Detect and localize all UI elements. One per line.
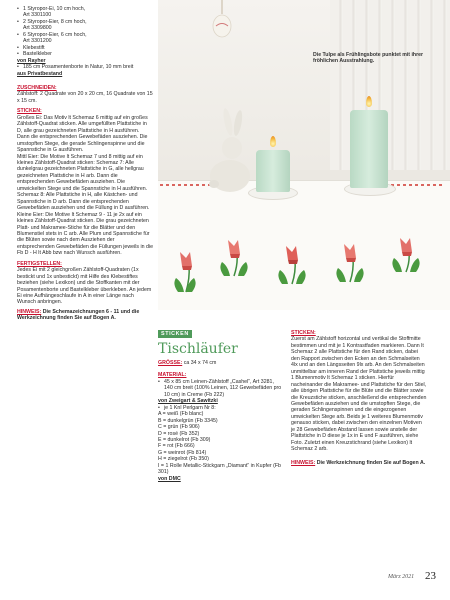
hinweis-text: Die Werkzeichnung finden Sie auf Bogen A. [316, 459, 426, 466]
left-column [17, 6, 153, 322]
hinweis-note [17, 309, 153, 322]
yarn-c: C = grün (Fb 906) [158, 424, 200, 431]
size-line [158, 360, 284, 366]
section-heading-zuschneiden: ZUSCHNEIDEN: [17, 84, 57, 91]
material-item: • Bastelkleber [17, 51, 153, 57]
yarn-a: A = weiß (Fb blanc) [158, 411, 204, 418]
yarn-f: F = rot (Fb 666) [158, 443, 195, 450]
material-item-art: Art 3301100 [23, 12, 52, 19]
instruction-mittl-eier: Mittl Eier: Die Motive lt Schemaz 7 und 8 mittig auf ein kleines Zählstoff-Quadrat sticken: Schemaz 7: Alle dunkelgrau gezeichneten Plattstiche in G, alle hellgrau gezeichneten Plattstiche in H arb. Dann die entsprechenden Gewebefäden ausziehen. Die umwickelten Stege und die Spannstiche in H ausführen. [17, 153, 148, 192]
yarn-b: B = dunkelgrün (Fb 3345) [158, 417, 218, 424]
project-title-block [158, 322, 238, 357]
yarn-i: I = 1 Rolle Metallic-Stickgarn „Diamant“ in Kupfer (Fb 301) [158, 462, 281, 476]
hinweis-note [291, 460, 427, 466]
flame-icon [366, 96, 372, 107]
hinweis-label: HINWEIS: [17, 308, 42, 315]
material-item-art: Art 3309800 [23, 25, 52, 32]
material-item: • Klebestift [17, 45, 153, 51]
bunny-figurine-icon [196, 108, 256, 194]
hanging-egg-ornament-icon [202, 0, 242, 38]
runner-instructions: Zuerst am Zählstoff horizontal und vertikal die Stoffmitte bestimmen und mit je 1 Kontrastfaden markieren. Dann lt Schemaz 2 alle Plattstiche für den Rand sticken, dabei den Rapport zwischen den Ecken an den Schmalseiten 4lx und an den Längsseiten 9lx arb. An den Schmalseiten unmittelbar am inneren Rand der Plattstiche jeweils mittig 1 Blumenmotiv lt Schemaz 1 sticken. Hierfür nacheinander die Makramee- und Plattstiche für den Stiel, alle übrigen Plattstiche für die Blüte und die Blätter sowie die Kreuzstiche sticken, anschließend die entsprechenden Gewebefäden ausziehen und die umstopften Stege, die geraden Schlingenspinnen und die eingezogenen umwickelten Stege arb. Beids je 1 weiteres Blumenmotiv genauso sticken, dabei zwischen den einzelnen Motiven je 28 Gewebefäden Abstand lassen sowie anstelle der Plattstiche in D diese je 1x in E und F ausführen, siehe Foto. Zuletzt einen Kreuzstichrand (siehe Lexikon) lt Schemaz 2 arb. [291, 336, 427, 453]
yarn-e: E = dunkelrot (Fb 309) [158, 436, 211, 443]
category-tag: STICKEN [158, 330, 192, 338]
material-supplier: von Rayher [17, 57, 46, 64]
size-value: ca 34 x 74 cm [183, 360, 217, 366]
candle-small [256, 150, 290, 192]
tulip-embroidery-icon [158, 180, 450, 310]
flame-icon [270, 136, 276, 147]
section-heading-material: MATERIAL: [158, 372, 187, 379]
section-heading-fertigstellen: FERTIGSTELLEN: [17, 260, 62, 267]
material-item: • 185 cm Posamentenborte in Natur, 10 mm breit [17, 64, 153, 70]
candle-tall [350, 110, 388, 188]
material-item: • 6 Styropor-Eier, 6 cm hoch, [17, 32, 153, 38]
right-column [291, 330, 427, 466]
product-photo [158, 0, 450, 310]
instruction-schemaz-8: Schemaz 8: Alle Plattstiche in H, alle Kästchen- und Spannstiche in D arb. Dann die entsprechenden Gewebefäden ausziehen und die Füllung in D ausführen. [17, 192, 150, 212]
zuschneiden-text: Zählstoff: 2 Quadrate von 20 x 20 cm, 16 Quadrate von 15 x 15 cm. [17, 91, 153, 104]
issue-date: März 2021 [388, 574, 415, 580]
project-title: Tischläufer [158, 341, 238, 357]
photo-caption: Die Tulpe als Frühlingsbote punktet mit ihrer fröhlichen Ausstrahlung. [313, 52, 424, 65]
material-item: • 1 Styropor-Ei, 10 cm hoch, [17, 6, 153, 12]
material-item: • 45 x 85 cm Leinen-Zählstoff „Cashel“, Art 3281, 140 cm breit (100% Leinen, 112 Gewebefäden pro 10 cm) in Creme (Fb 222) [158, 379, 284, 398]
instruction-grosses-ei: Großes Ei: Das Motiv lt Schemaz 6 mittig auf ein großes Zählstoff-Quadrat sticken. Alle umgefüllten Plattstiche in D, alle grau gezeichneten Plattstiche in H ausführen. Dann die entsprechenden Gewebefäden ausziehen. Die umstopften Stege, die gerade Schlingenspinne und die Spannstiche in G ausführen. [17, 114, 148, 154]
material-item: • 2 Styropor-Eier, 8 cm hoch, [17, 19, 153, 25]
yarn-supplier: von DMC [158, 475, 181, 482]
material-supplier: aus Privatbestand [17, 70, 63, 77]
middle-column [158, 360, 284, 482]
size-label: GRÖSSE: [158, 360, 183, 366]
page-number: 23 [425, 570, 436, 582]
yarn-d: D = rosé (Fb 352) [158, 430, 200, 437]
yarn-g: G = weinrot (Fb 814) [158, 449, 207, 456]
section-heading-sticken: STICKEN: [291, 330, 316, 336]
material-item-art: Art 3301200 [23, 38, 52, 45]
yarn-intro: • je 1 Knl Perlgarn Nr 8: [158, 405, 284, 411]
fertigstellen-text: Jedes Ei mit 2 gleichgroßen Zählstoff-Quadraten (1x bestickt und 1x unbestickt) mit Hilfe des Klebestiftes beziehen (siehe Lexikon) und die Stoffkanten mit der Posamentenborte und Bastelkleber überkleben. An jedem Ei eine Aufhängeschlaufe in A in einer Länge nach Wunsch anbringen. [17, 267, 152, 306]
hinweis-text: Die Schemazeichnungen 6 - 11 und die Werkzeichnung finden Sie auf Bogen A. [17, 308, 140, 322]
material-supplier: von Zweigart & Sawitzki [158, 398, 218, 405]
section-heading-sticken: STICKEN: [17, 108, 42, 115]
instruction-kleine-eier: Kleine Eier: Die Motive lt Schemaz 9 - 11 je 2x auf ein kleines Zählstoff-Quadrat sticken. Die grau gezeichneten Platt- und Makramee-Stiche für die Blätter und den Blumenstiel stets in C arb. Alle Plum und Spannstiche für die Blüten sowie nach dem Ausziehen der entsprechenden Gewebefäden die Füllungen jeweils in die Fb D - H lt Abb bzw nach Wunsch ausführen. [17, 211, 154, 257]
yarn-h: H = ziegelrot (Fb 350) [158, 456, 209, 463]
hinweis-label: HINWEIS: [291, 459, 316, 466]
